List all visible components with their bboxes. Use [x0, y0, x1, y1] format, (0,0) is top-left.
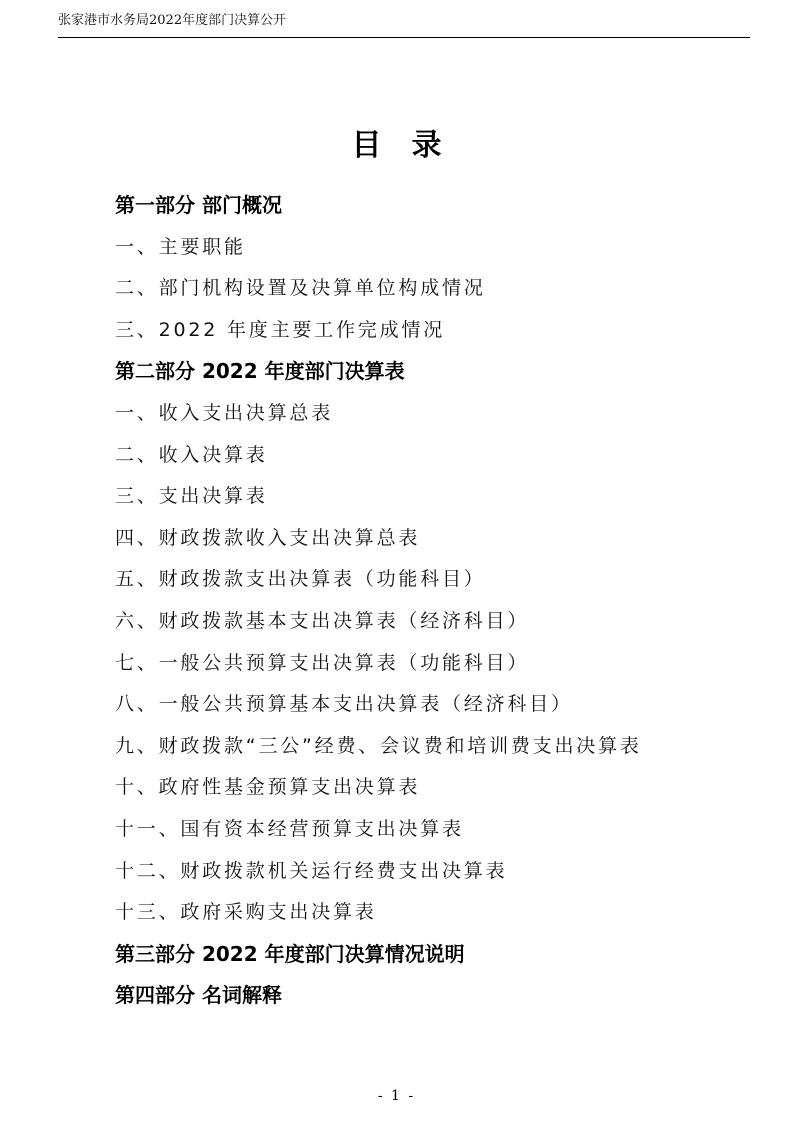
toc-item: 八、一般公共预算基本支出决算表（经济科目） — [115, 693, 573, 716]
toc-item: 十一、国有资本经营预算支出决算表 — [115, 817, 464, 840]
toc-item: 十二、财政拨款机关运行经费支出决算表 — [115, 859, 508, 882]
toc-item: 十三、政府采购支出决算表 — [115, 901, 377, 924]
toc-item: 二、收入决算表 — [115, 443, 268, 466]
page-title: 目录 — [351, 128, 472, 163]
toc-item: 六、财政拨款基本支出决算表（经济科目） — [115, 609, 530, 632]
running-header: 张家港市水务局2022年度部门决算公开 — [58, 13, 287, 28]
toc-part-3: 第三部分 2022 年度部门决算情况说明 — [115, 941, 465, 966]
toc-item: 一、主要职能 — [115, 235, 246, 258]
toc-item: 三、2022 年度主要工作完成情况 — [115, 318, 445, 341]
toc-item: 十、政府性基金预算支出决算表 — [115, 776, 421, 799]
toc-item: 三、支出决算表 — [115, 485, 268, 508]
header-divider — [58, 37, 750, 38]
page-number: - 1 - — [377, 1088, 416, 1104]
toc-item: 七、一般公共预算支出决算表（功能科目） — [115, 651, 530, 674]
toc-item: 四、财政拨款收入支出决算总表 — [115, 526, 421, 549]
toc-part-1: 第一部分 部门概况 — [115, 193, 282, 217]
toc-part-4: 第四部分 名词解释 — [115, 983, 282, 1008]
toc-item: 五、财政拨款支出决算表（功能科目） — [115, 568, 486, 591]
toc-part-2: 第二部分 2022 年度部门决算表 — [115, 359, 405, 384]
toc-item: 九、财政拨款“三公”经费、会议费和培训费支出决算表 — [115, 734, 642, 757]
toc-item: 二、部门机构设置及决算单位构成情况 — [115, 277, 486, 300]
table-of-contents — [115, 185, 735, 1017]
toc-item: 一、收入支出决算总表 — [115, 401, 334, 424]
